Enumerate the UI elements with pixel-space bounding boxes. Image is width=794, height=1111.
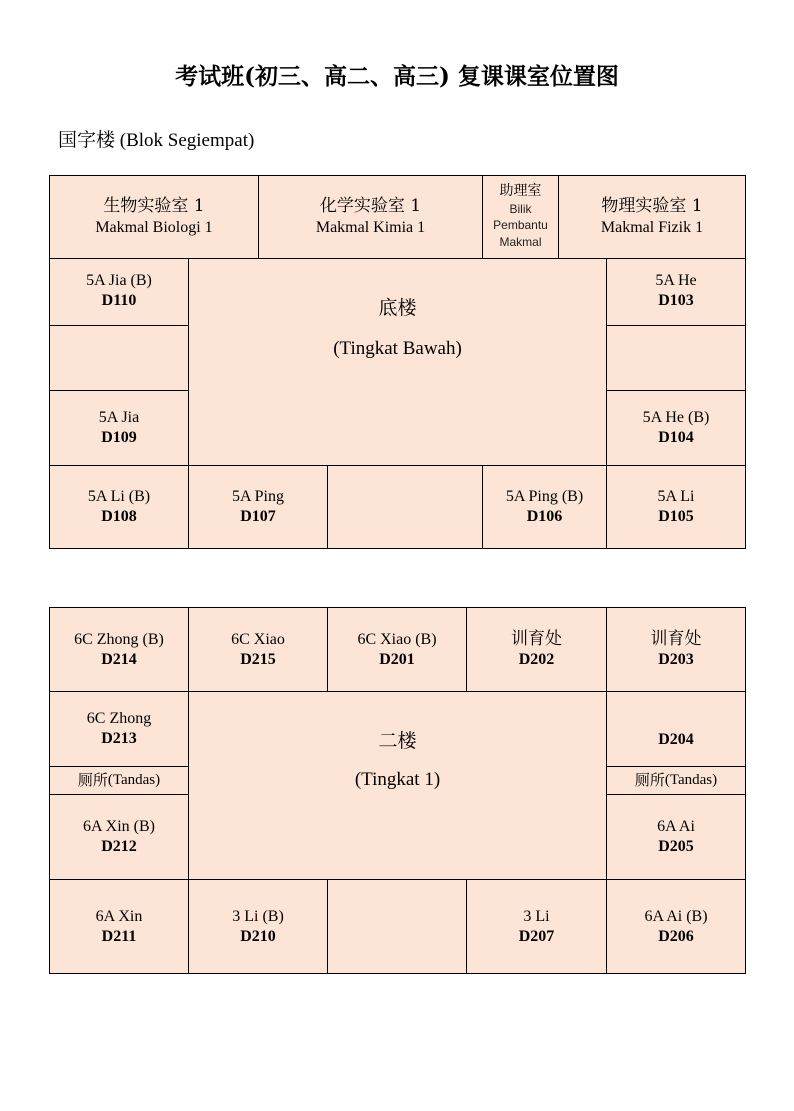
first-floor-label-cn: 二楼 [378,730,417,752]
room-d201 [327,607,467,692]
room-d212 [49,794,189,880]
room-d207 [466,879,607,974]
room-d206-code: D206 [658,927,694,945]
lab-chemistry-cn: 化学实验室 1 [319,196,422,217]
lab-physics-ms: Makmal Fizik 1 [600,218,704,236]
room-d108 [49,465,189,549]
ground-floor-center [188,258,607,466]
lab-biology-ms: Makmal Biologi 1 [95,218,213,236]
room-d211 [49,879,189,974]
room-d201-code: D201 [379,650,415,668]
toilet-right [606,766,746,795]
room-d215 [188,607,328,692]
lab-assistant-room [482,175,559,259]
room-empty-right [606,325,746,391]
room-d214-code: D214 [101,650,137,668]
room-d109-code: D109 [101,429,137,446]
toilet-left [49,766,189,795]
page-title: 考试班(初三、高二、高三) 复课课室位置图 [175,63,619,90]
room-d104-class: 5A He (B) [642,409,710,426]
room-d109-class: 5A Jia [98,409,140,426]
toilet-left-cn: 厕所 [77,771,108,790]
lab-chemistry-ms: Makmal Kimia 1 [315,218,426,236]
room-d213 [49,691,189,767]
room-d104-code: D104 [658,429,694,446]
room-d108-class: 5A Li (B) [87,488,151,505]
room-d104 [606,390,746,466]
room-d206 [606,879,746,974]
room-d105-class: 5A Li [657,488,695,505]
room-d103-class: 5A He [655,272,697,289]
room-d203 [606,607,746,692]
room-empty-bottom-1f [327,879,467,974]
lab-assistant-ms1: Bilik [509,201,532,216]
lab-chemistry [258,175,483,259]
room-d207-code: D207 [518,927,555,945]
ground-floor-label-cn: 底楼 [378,297,417,319]
lab-biology-cn: 生物实验室 1 [103,196,205,217]
lab-physics-cn: 物理实验室 1 [601,196,703,217]
room-d211-code: D211 [101,927,137,945]
room-d210-code: D210 [240,927,276,945]
room-d106-class: 5A Ping (B) [505,488,584,505]
room-d210 [188,879,328,974]
room-d103-code: D103 [658,292,694,309]
toilet-right-ms: (Tandas) [664,772,718,789]
room-d106-code: D106 [526,508,563,525]
room-d202-code: D202 [518,651,555,669]
room-d203-code: D203 [658,651,694,669]
room-d108-code: D108 [101,508,137,525]
room-d107 [188,465,328,549]
lab-biology [49,175,259,259]
first-floor-center [188,691,607,880]
lab-assistant-ms3: Makmal [499,235,542,250]
room-d205-code: D205 [658,838,694,855]
room-d215-code: D215 [240,650,276,668]
room-d205-class: 6A Ai [657,818,695,835]
room-d107-code: D107 [240,508,276,525]
room-d212-code: D212 [101,838,137,855]
room-d202-label: 训育处 [511,628,562,649]
room-d210-class: 3 Li (B) [232,907,284,925]
room-empty-left [49,325,189,391]
room-d105 [606,465,746,549]
room-d201-class: 6C Xiao (B) [357,630,437,648]
room-d202 [466,607,607,692]
room-d203-label: 训育处 [650,628,702,649]
toilet-left-ms: (Tandas) [107,772,161,789]
room-d110-code: D110 [101,292,137,309]
room-d211-class: 6A Xin [95,907,143,925]
toilet-right-cn: 厕所 [634,771,665,790]
room-d204 [606,691,746,767]
lab-assistant-cn: 助理室 [499,183,542,200]
room-d215-class: 6C Xiao [231,630,285,648]
room-d207-class: 3 Li [523,907,550,925]
first-floor-label-ms: (Tingkat 1) [354,768,441,790]
room-d213-code: D213 [101,730,137,747]
room-d213-class: 6C Zhong [86,710,152,727]
room-d110-class: 5A Jia (B) [86,272,152,289]
room-d110 [49,258,189,326]
room-d107-class: 5A Ping [231,488,284,505]
room-d204-code: D204 [658,731,694,748]
room-d205 [606,794,746,880]
room-d214-class: 6C Zhong (B) [74,630,164,648]
room-d214 [49,607,189,692]
room-d106 [482,465,607,549]
room-d212-class: 6A Xin (B) [83,818,155,835]
room-d109 [49,390,189,466]
room-d105-code: D105 [658,508,694,525]
building-name: 国字楼 (Blok Segiempat) [58,130,255,151]
ground-floor-label-ms: (Tingkat Bawah) [333,337,462,359]
lab-assistant-ms2: Pembantu [493,218,548,233]
room-d103 [606,258,746,326]
room-d206-class: 6A Ai (B) [644,907,708,925]
lab-physics [558,175,746,259]
room-empty-bottom [327,465,483,549]
